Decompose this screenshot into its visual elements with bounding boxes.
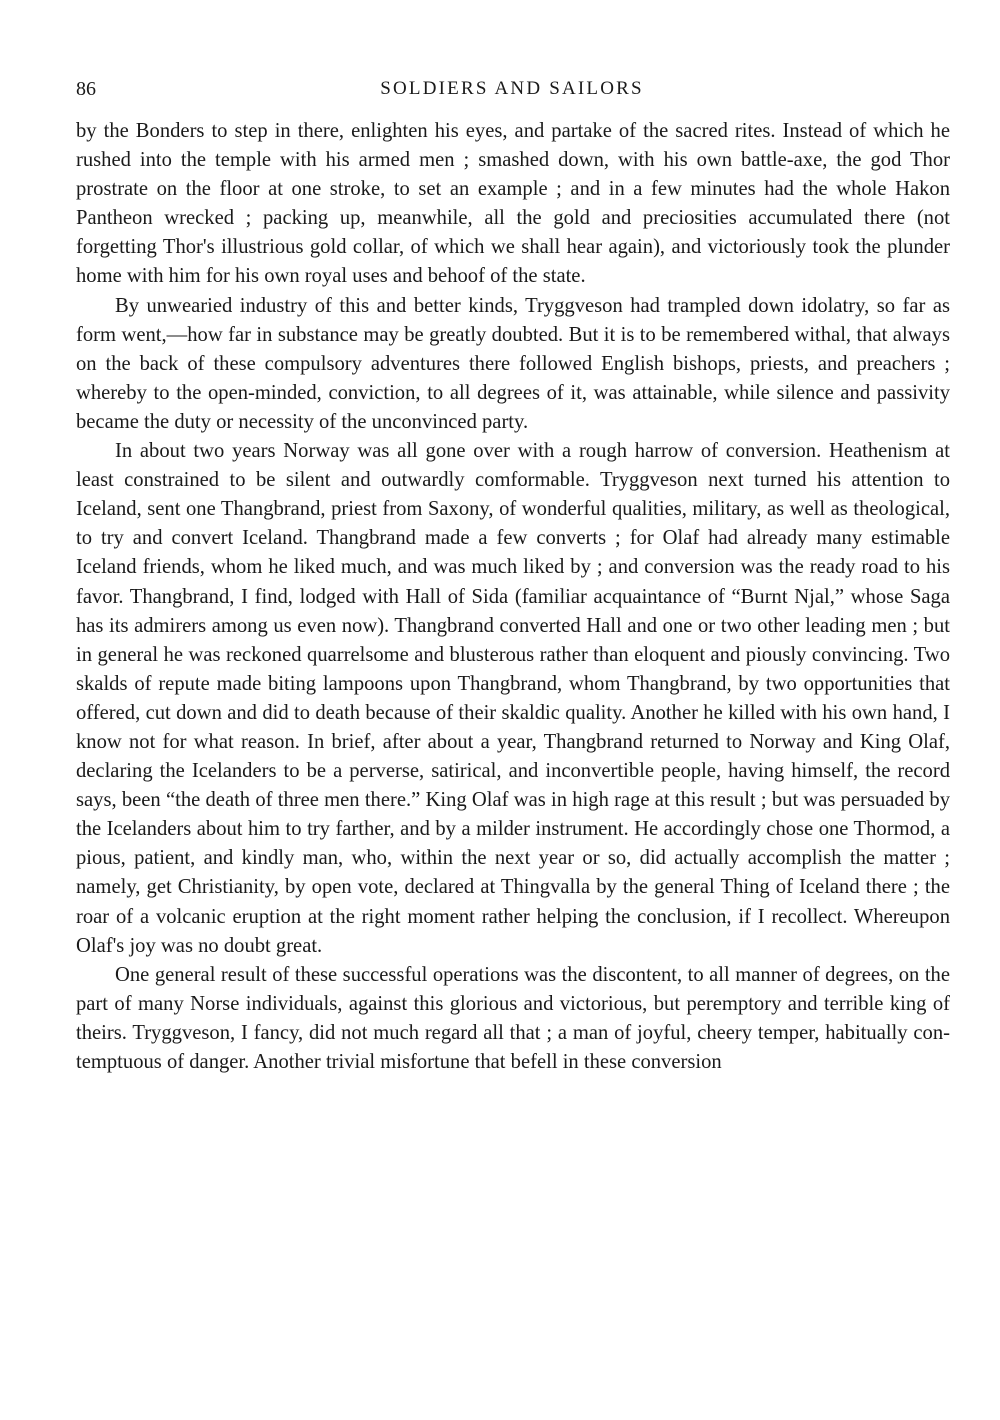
body-text: [76, 117, 950, 1077]
paragraph: by the Bonders to step in there, enlighten his eyes, and partake of the sacred rites. Instead of which he rushed into the temple with his armed men ; smashed down, with his own battle-axe, the god Thor prostrate on the floor at one stroke, to set an example ; and in a few minutes had the whole Hakon Pantheon wrecked ; packing up, meanwhile, all the gold and preciosities accumulated there (not forgetting Thor's illustrious gold collar, of which we shall hear again), and victoriously took the plunder home with him for his own royal uses and behoof of the state.: [76, 120, 950, 288]
paragraph: By unwearied industry of this and better kinds, Tryggveson had trampled down idolatry, so far as form went,—how far in substance may be greatly doubted. But it is to be remembered withal, that always on the back of these compulsory adventures there followed English bishops, priests, and preachers ; whereby to the open-minded, conviction, to all degrees of it, was attainable, while silence and passivity became the duty or necessity of the unconvinced party.: [76, 294, 950, 433]
paragraph: In about two years Norway was all gone over with a rough harrow of conversion. Heathenism at least constrained to be silent and outwardly comformable. Tryggveson next turned his attention to Iceland, sent one Thangbrand, priest from Saxony, of wonderful qualities, military, as well as theological, to try and convert Iceland. Thangbrand made a few converts ; for Olaf had already many estimable Iceland friends, whom he liked much, and was much liked by ; and conversion was the ready road to his favor. Thangbrand, I find, lodged with Hall of Sida (familiar acquaintance of “Burnt Njal,” whose Saga has its admirers among us even now). Thangbrand converted Hall and one or two other leading men ; but in general he was reckoned quarrelsome and blusterous rather than eloquent and piously convincing. Two skalds of repute made biting lampoons upon Thangbrand, whom Thangbrand, by two opportunities that offered, cut down and did to death because of their skaldic quality. Another he killed with his own hand, I know not for what reason. In brief, after about a year, Thangbrand returned to Norway and King Olaf, declaring the Icelanders to be a perverse, satirical, and inconvertible people, having himself, the record says, been “the death of three men there.” King Olaf was in high rage at this result ; but was persuaded by the Icelanders about him to try farther, and by a milder instrument. He accordingly chose one Thormod, a pious, patient, and kindly man, who, within the next year or so, did actually accomplish the matter ; namely, get Christianity, by open vote, declared at Thingvalla by the general Thing of Iceland there ; the roar of a volcanic eruption at the right moment rather helping the conclusion, if I recollect. Whereupon Olaf's joy was no doubt great.: [76, 440, 950, 957]
running-head: [76, 74, 948, 104]
running-head-title: SOLDIERS AND SAILORS: [380, 78, 644, 99]
page-number: 86: [76, 78, 96, 100]
paragraph: One general result of these successful operations was the discontent, to all manner of degrees, on the part of many Norse individuals, against this glorious and victorious, but peremptory and terrible king of theirs. Tryggveson, I fancy, did not much regard all that ; a man of joyful, cheery temper, habitually contemptuous of danger. Another trivial misfortune that befell in these conversion: [76, 963, 950, 1073]
